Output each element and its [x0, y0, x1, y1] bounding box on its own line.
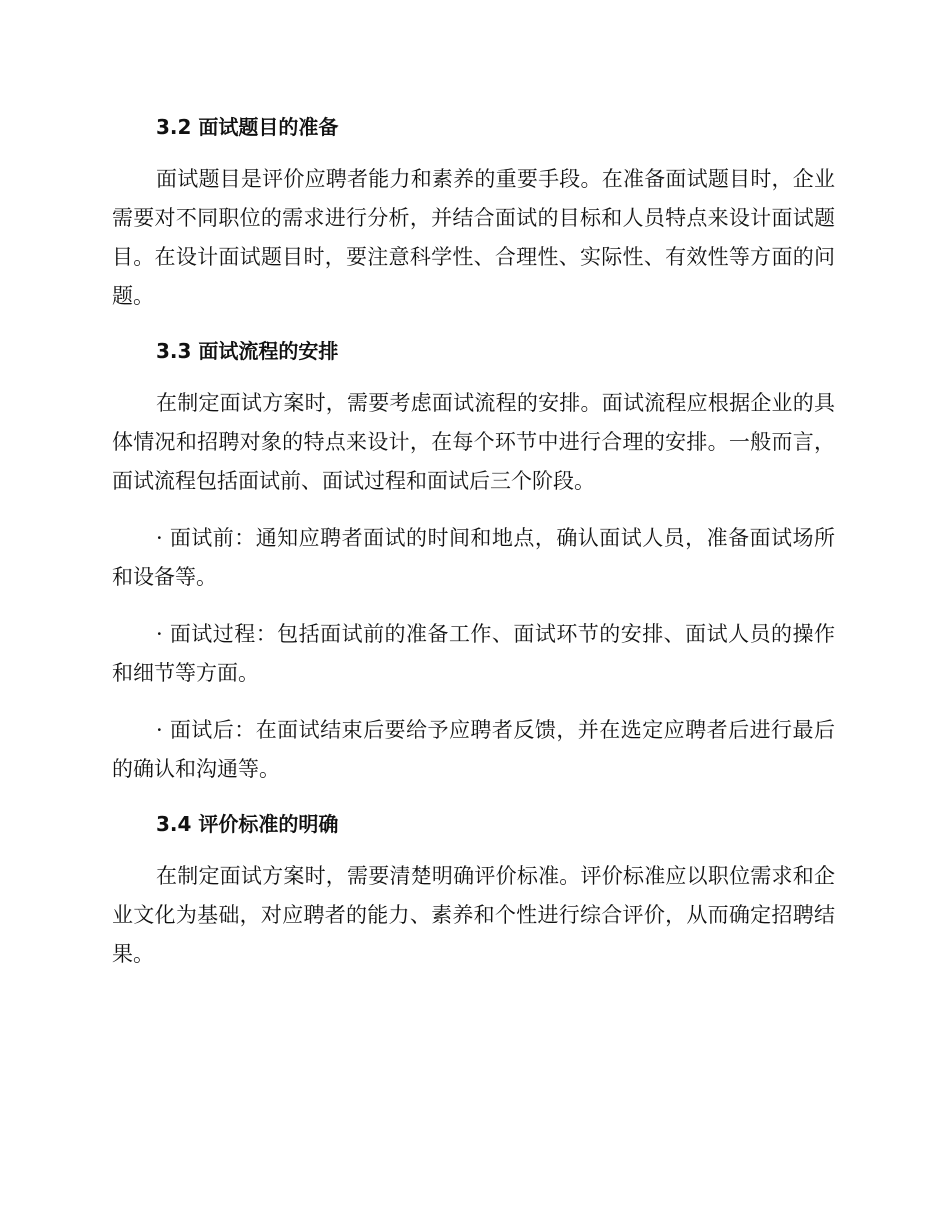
bullet-item-during-interview: · 面试过程：包括面试前的准备工作、面试环节的安排、面试人员的操作和细节等方面。: [112, 622, 835, 685]
bullet-item-before-interview: · 面试前：通知应聘者面试的时间和地点，确认面试人员，准备面试场所和设备等。: [112, 526, 835, 589]
section-paragraph-3-4: 在制定面试方案时，需要清楚明确评价标准。评价标准应以职位需求和企业文化为基础，对应聘者的能力、素养和个性进行综合评价，从而确定招聘结果。: [112, 864, 835, 966]
bullet-item-after-interview: · 面试后：在面试结束后要给予应聘者反馈，并在选定应聘者后进行最后的确认和沟通等。: [112, 718, 835, 781]
section-heading-3-4: 3.4 评价标准的明确: [156, 812, 339, 836]
section-heading-3-2: 3.2 面试题目的准备: [156, 115, 339, 139]
section-paragraph-3-2: 面试题目是评价应聘者能力和素养的重要手段。在准备面试题目时，企业需要对不同职位的需求进行分析，并结合面试的目标和人员特点来设计面试题目。在设计面试题目时，要注意科学性、合理性、实际性、有效性等方面的问题。: [112, 167, 835, 308]
section-paragraph-3-3: 在制定面试方案时，需要考虑面试流程的安排。面试流程应根据企业的具体情况和招聘对象的特点来设计，在每个环节中进行合理的安排。一般而言，面试流程包括面试前、面试过程和面试后三个阶段。: [112, 391, 835, 493]
section-heading-3-3: 3.3 面试流程的安排: [156, 339, 339, 363]
